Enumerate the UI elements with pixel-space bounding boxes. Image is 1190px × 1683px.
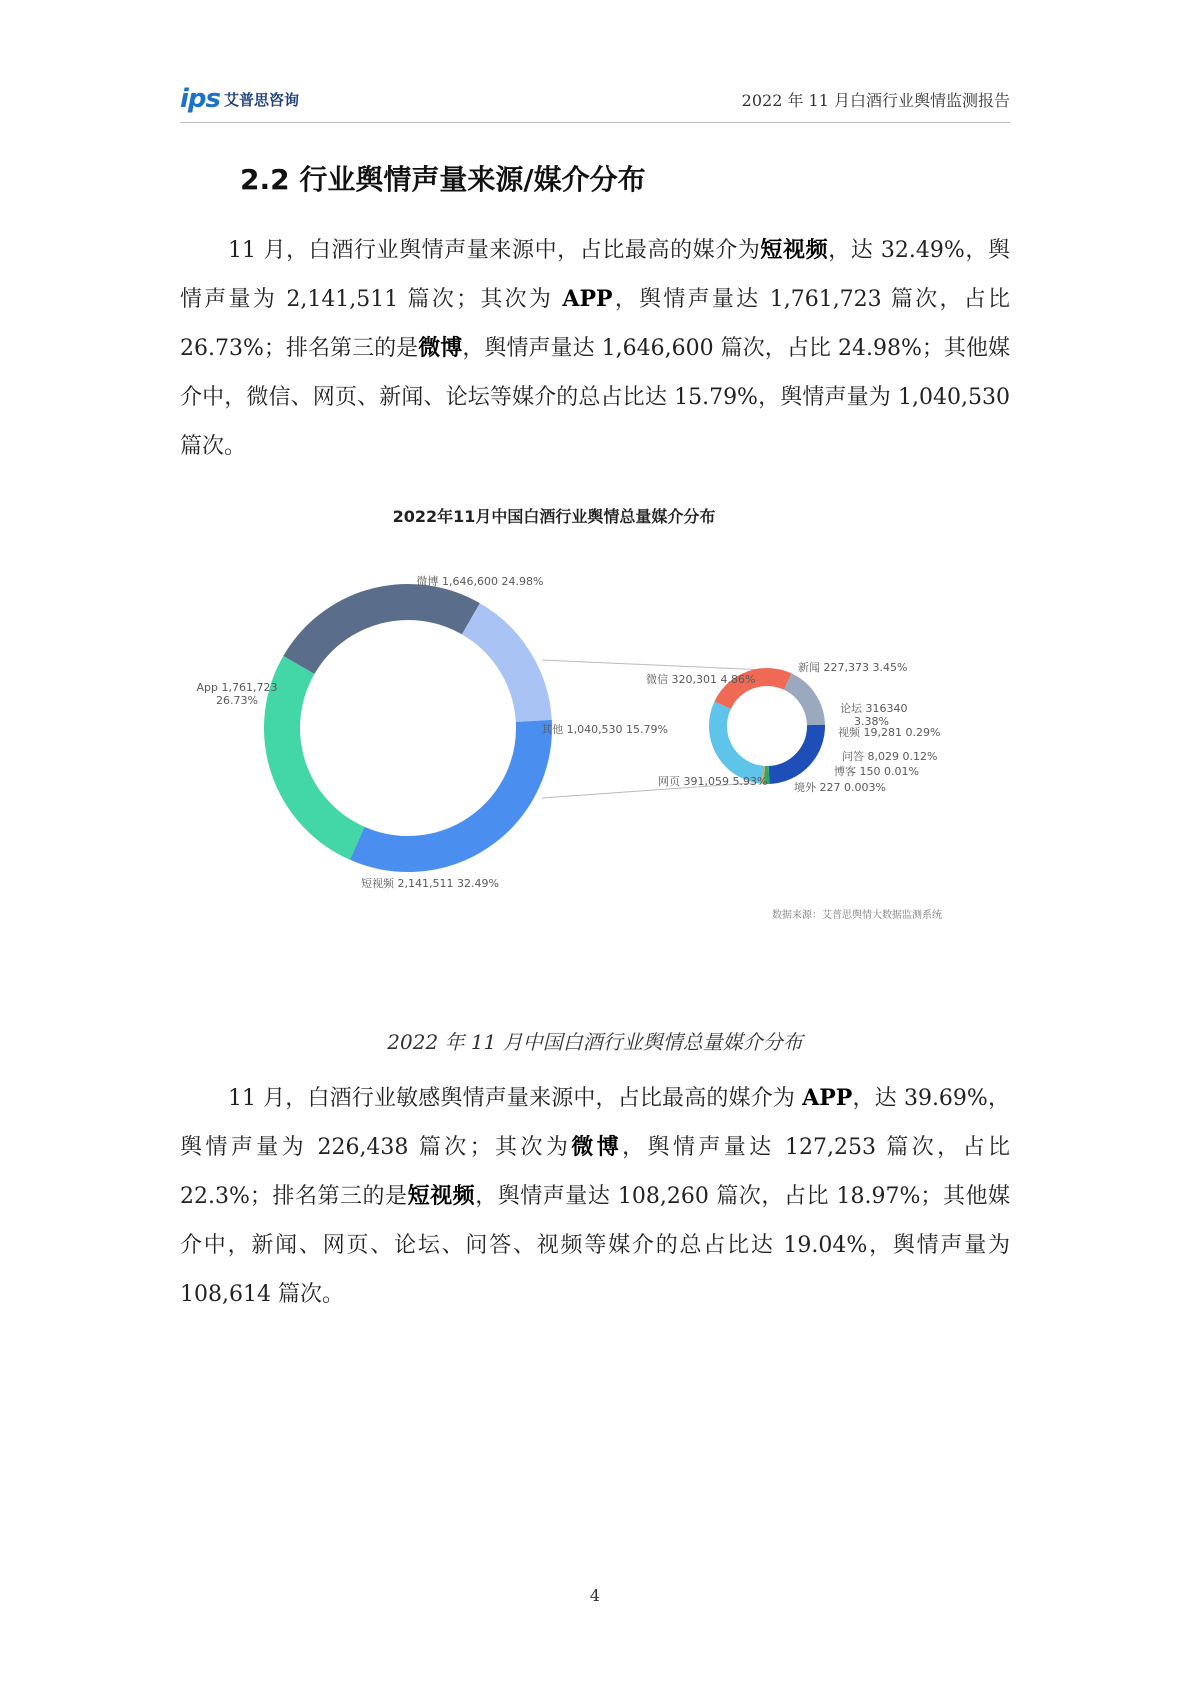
main-slice-3 — [282, 665, 357, 843]
label-news: 新闻 227,373 3.45% — [798, 661, 908, 674]
label-qa: 问答 8,029 0.12% — [842, 750, 938, 763]
label-forum-line1: 论坛 316340 — [840, 702, 908, 715]
main-slice-0 — [299, 602, 471, 665]
bold-term: APP — [802, 1085, 853, 1111]
chart-svg — [180, 490, 1010, 1010]
logo-mark: ips — [180, 84, 220, 114]
label-wechat: 微信 320,301 4.86% — [646, 673, 756, 686]
main-slice-2 — [357, 721, 534, 854]
paragraph-sensitive-source — [180, 1074, 1010, 1319]
bold-term: 微博 — [418, 335, 463, 361]
bold-term: APP — [562, 286, 613, 312]
bold-term: 短视频 — [760, 237, 829, 263]
label-app-line2: 26.73% — [216, 694, 258, 707]
chart-source: 数据来源：艾普思舆情大数据监测系统 — [772, 910, 942, 921]
label-video: 视频 19,281 0.29% — [838, 726, 941, 739]
text-run: 11 月，白酒行业敏感舆情声量来源中，占比最高的媒介为 — [228, 1086, 803, 1111]
chart-caption: 2022 年 11 月中国白酒行业舆情总量媒介分布 — [387, 1030, 803, 1054]
label-blog: 博客 150 0.01% — [834, 765, 919, 778]
label-other: 其他 1,040,530 15.79% — [541, 723, 668, 736]
page-number: 4 — [589, 1586, 601, 1605]
text-run: ，达 32.49%，舆情声量为 2,141,511 篇次；其次为 — [180, 238, 1010, 312]
main-donut — [282, 602, 534, 854]
chart-title: 2022年11月中国白酒行业舆情总量媒介分布 — [392, 507, 716, 526]
breakdown-slice-0 — [788, 682, 816, 725]
text-run: ，舆情声量达 108,260 篇次，占比 18.97%；其他媒介中，新闻、网页、论坛、问答、视频等媒介的总占比达 19.04%，舆情声量为 108,614 篇次。 — [180, 1184, 1011, 1307]
connector-line-top — [542, 660, 766, 670]
label-short-video: 短视频 2,141,511 32.49% — [361, 877, 499, 890]
paragraph-volume-source — [180, 226, 1010, 471]
report-title: 2022 年 11 月白酒行业舆情监测报告 — [741, 91, 1010, 110]
label-app-line1: App 1,761,723 — [196, 681, 278, 694]
breakdown-slice-1 — [769, 725, 816, 775]
text-run: ，达 39.69%，舆情声量为 226,438 篇次；其次为 — [180, 1086, 1010, 1160]
company-logo — [180, 84, 299, 114]
label-forum-line2: 3.38% — [854, 715, 889, 728]
bold-term: 短视频 — [407, 1183, 476, 1209]
logo-name: 艾普思咨询 — [224, 90, 300, 109]
label-weibo: 微博 1,646,600 24.98% — [416, 575, 544, 588]
text-run: ，舆情声量达 1,761,723 篇次，占比 26.73%；排名第三的是 — [180, 287, 1010, 361]
breakdown-slice-6 — [718, 705, 762, 775]
breakdown-donut — [718, 677, 816, 775]
text-run: 11 月，白酒行业舆情声量来源中，占比最高的媒介为 — [228, 238, 761, 263]
page-header — [180, 78, 1010, 123]
text-run: ，舆情声量达 1,646,600 篇次，占比 24.98%；其他媒介中，微信、网页、新闻、论坛等媒介的总占比达 15.79%，舆情声量为 1,040,530 篇次。 — [180, 336, 1010, 459]
main-slice-1 — [471, 619, 534, 721]
media-distribution-chart — [180, 490, 1010, 1010]
bold-term: 微博 — [571, 1134, 623, 1160]
text-run: ，舆情声量达 127,253 篇次，占比 22.3%；排名第三的是 — [180, 1135, 1010, 1209]
label-overseas: 境外 227 0.003% — [794, 781, 886, 794]
section-title: 2.2 行业舆情声量来源/媒介分布 — [240, 163, 646, 196]
label-webpage: 网页 391,059 5.93% — [658, 775, 768, 788]
